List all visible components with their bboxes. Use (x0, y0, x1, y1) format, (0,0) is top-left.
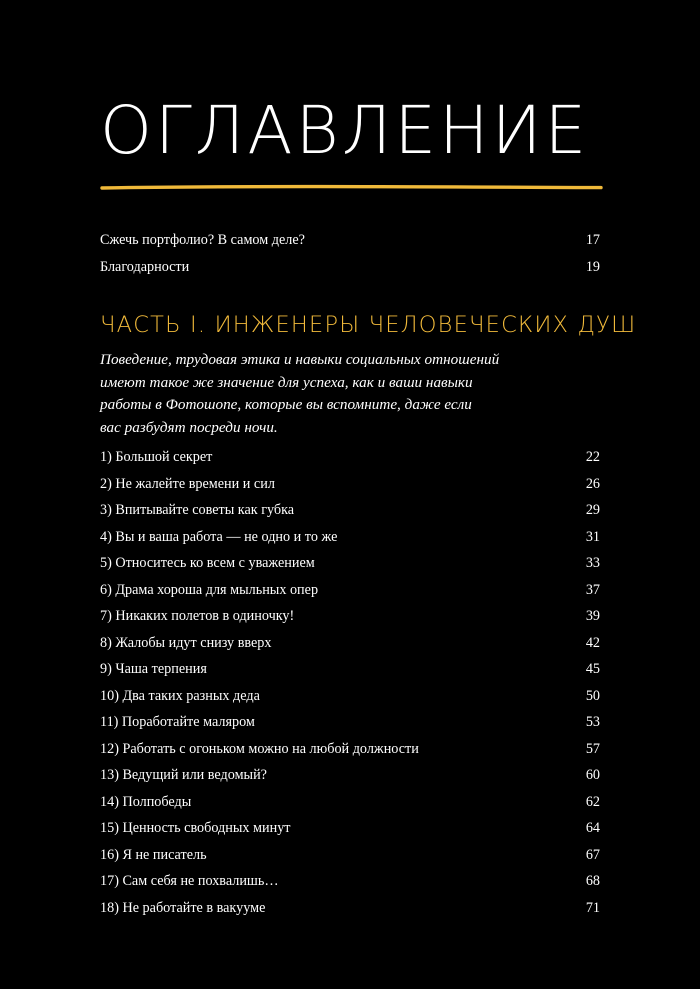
part-intro-line: Поведение, трудовая этика и навыки социальных отношений (100, 351, 500, 368)
toc-entry[interactable] (100, 792, 600, 812)
toc-entry-page: 33 (585, 555, 600, 571)
toc-entry[interactable] (100, 739, 600, 759)
toc-entry[interactable] (100, 686, 600, 706)
toc-entry-label: 13) Ведущий или ведомый? (100, 767, 267, 783)
toc-entry-label: 14) Полпобеды (100, 793, 192, 810)
toc-entry[interactable] (100, 765, 600, 785)
toc-entry-label: 5) Относитесь ко всем с уважением (100, 555, 315, 571)
toc-entry-page: 26 (585, 475, 600, 492)
title-underline (100, 181, 603, 195)
toc-entry-label: Благодарности (100, 259, 190, 275)
toc-entry-page: 42 (585, 634, 600, 651)
toc-entry-label: 7) Никаких полетов в одиночку! (100, 608, 295, 624)
toc-entry[interactable] (100, 230, 600, 250)
toc-entry-page: 22 (585, 449, 600, 465)
toc-entry-label: 15) Ценность свободных минут (100, 820, 291, 836)
toc-entry-page: 71 (585, 899, 600, 916)
toc-entry-label: 10) Два таких разных деда (100, 687, 260, 704)
toc-entry-label: 11) Поработайте маляром (100, 714, 255, 730)
toc-entry[interactable] (100, 553, 600, 573)
toc-entry-page: 19 (585, 259, 600, 275)
toc-entry-page: 29 (585, 502, 600, 518)
toc-entry-page: 31 (585, 528, 600, 545)
toc-entry-page: 67 (585, 846, 600, 863)
toc-entry[interactable] (100, 818, 600, 838)
part-intro-line: вас разбудят посреди ночи. (100, 418, 278, 436)
toc-entry-label: 9) Чаша терпения (100, 661, 207, 677)
toc-entry[interactable] (100, 633, 600, 653)
toc-entry-page: 17 (585, 232, 600, 248)
toc-entry[interactable] (100, 845, 600, 865)
toc-entry-label: 2) Не жалейте времени и сил (100, 475, 275, 492)
part-intro (100, 349, 570, 439)
toc-entry[interactable] (100, 871, 600, 891)
toc-entry-page: 39 (585, 608, 600, 624)
toc-entry-page: 64 (585, 820, 600, 836)
toc-entry-label: 17) Сам себя не похвалишь… (100, 873, 279, 889)
toc-entry-label: 8) Жалобы идут снизу вверх (100, 634, 272, 651)
toc-entry-page: 37 (585, 581, 600, 598)
toc-entry[interactable] (100, 474, 600, 494)
toc-entry-label: 12) Работать с огоньком можно на любой должности (100, 740, 419, 757)
toc-entry-label: 1) Большой секрет (100, 449, 213, 465)
toc-entry-page: 45 (585, 661, 600, 677)
toc-entry-page: 57 (585, 740, 600, 757)
page-title: ОГЛАВЛЕНИЕ (100, 92, 590, 169)
toc-entry[interactable] (100, 606, 600, 626)
toc-entry[interactable] (100, 500, 600, 520)
toc-entry-label: 4) Вы и ваша работа — не одно и то же (100, 528, 338, 545)
toc-entry-label: Сжечь портфолио? В самом деле? (100, 232, 305, 248)
toc-entry-page: 62 (585, 793, 600, 810)
toc-entry[interactable] (100, 898, 600, 918)
toc-entry[interactable] (100, 580, 600, 600)
toc-entry-page: 60 (585, 767, 600, 783)
toc-entry[interactable] (100, 659, 600, 679)
toc-entry[interactable] (100, 257, 600, 277)
toc-entry-label: 6) Драма хороша для мыльных опер (100, 581, 319, 598)
toc-entry[interactable] (100, 712, 600, 732)
toc-entry-label: 18) Не работайте в вакууме (100, 899, 266, 916)
toc-entry-page: 53 (585, 714, 600, 730)
toc-entry[interactable] (100, 527, 600, 547)
part-intro-line: имеют такое же значение для успеха, как и ваши навыки (100, 373, 473, 391)
part-intro-line: работы в Фотошопе, которые вы вспомните, даже если (100, 396, 472, 413)
toc-entry-page: 68 (585, 873, 600, 889)
part-heading: ЧАСТЬ I. ИНЖЕНЕРЫ ЧЕЛОВЕЧЕСКИХ ДУШ (100, 312, 637, 338)
toc-entry-label: 3) Впитывайте советы как губка (100, 502, 295, 518)
toc-entry-label: 16) Я не писатель (100, 846, 207, 863)
title-underline-stroke (102, 187, 601, 188)
toc-entry[interactable] (100, 447, 600, 467)
toc-entry-page: 50 (585, 687, 600, 704)
